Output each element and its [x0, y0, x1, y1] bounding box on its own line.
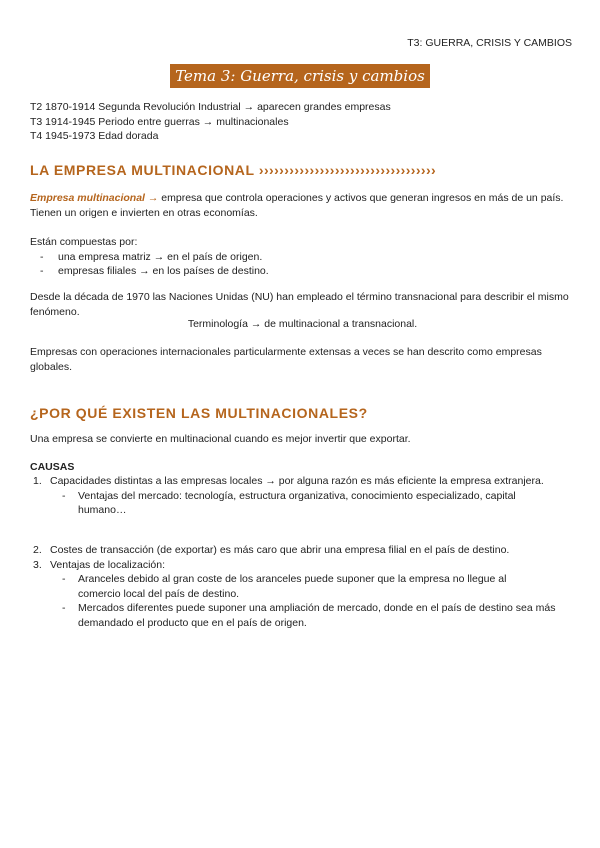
page-title: Tema 3: Guerra, crisis y cambios — [170, 64, 430, 88]
topic-item: T4 1945-1973 Edad dorada — [30, 130, 159, 142]
decorative-arrows: ››››››››››››››››››››››››››››››››››› — [258, 162, 437, 178]
cause-subitem: - Aranceles debido al gran coste de los aranceles puede suponer que la empresa no llegue al comercio local del país de destino. — [62, 573, 507, 600]
composition-intro: Están compuestas por: — [30, 236, 138, 248]
running-header: T3: GUERRA, CRISIS Y CAMBIOS — [407, 37, 572, 49]
title-wrapper — [0, 64, 600, 88]
causes-list-part2 — [30, 543, 575, 630]
cause-subitem: - Ventajas del mercado: tecnología, estructura organizativa, conocimiento especializado, capital humano… — [62, 489, 516, 516]
composition-list — [30, 250, 575, 279]
list-item: - empresas filiales → en los países de destino. — [40, 265, 269, 277]
definition-text: empresa que controla operaciones y activos que generan ingresos en más de un país. Tienen un origen e invierten en otras economías. — [30, 192, 564, 219]
definition-term: Empresa multinacional — [30, 192, 145, 204]
cause-item: 3. Ventajas de localización: — [33, 558, 165, 571]
list-item: - una empresa matriz → en el país de origen. — [40, 250, 263, 263]
definition-paragraph — [30, 191, 575, 220]
topic-list — [30, 100, 391, 144]
why-intro: Una empresa se convierte en multinacional cuando es mejor invertir que exportar. — [30, 433, 411, 445]
un-paragraph: Desde la década de 1970 las Naciones Unidas (NU) han empleado el término transnacional para describir el mismo fenómeno. — [30, 291, 569, 318]
section-heading-why: ¿POR QUÉ EXISTEN LAS MULTINACIONALES? — [30, 405, 368, 421]
section-heading-text: LA EMPRESA MULTINACIONAL — [30, 162, 255, 178]
cause-subitem: - Mercados diferentes puede suponer una ampliación de mercado, donde en el país de destino sea más demandado el producto que en el país de origen. — [62, 602, 556, 629]
cause-item: 2. Costes de transacción (de exportar) es más caro que abrir una empresa filial en el país de destino. — [33, 544, 510, 556]
terminology-line: Terminología → de multinacional a transnacional. — [187, 318, 418, 330]
section-heading-multinational — [30, 162, 436, 178]
composition-block — [30, 235, 575, 279]
global-paragraph: Empresas con operaciones internacionales particularmente extensas a veces se han descrito como empresas globales. — [30, 346, 542, 373]
topic-item: T3 1914-1945 Periodo entre guerras → multinacionales — [30, 115, 289, 128]
causes-label: CAUSAS — [30, 461, 75, 473]
definition-arrow: → — [147, 192, 159, 204]
topic-item: T2 1870-1914 Segunda Revolución Industrial → aparecen grandes empresas — [30, 101, 391, 113]
cause-item: 1. Capacidades distintas a las empresas locales → por alguna razón es más eficiente la empresa extranjera. — [33, 475, 544, 487]
causes-list-part1 — [30, 474, 575, 518]
